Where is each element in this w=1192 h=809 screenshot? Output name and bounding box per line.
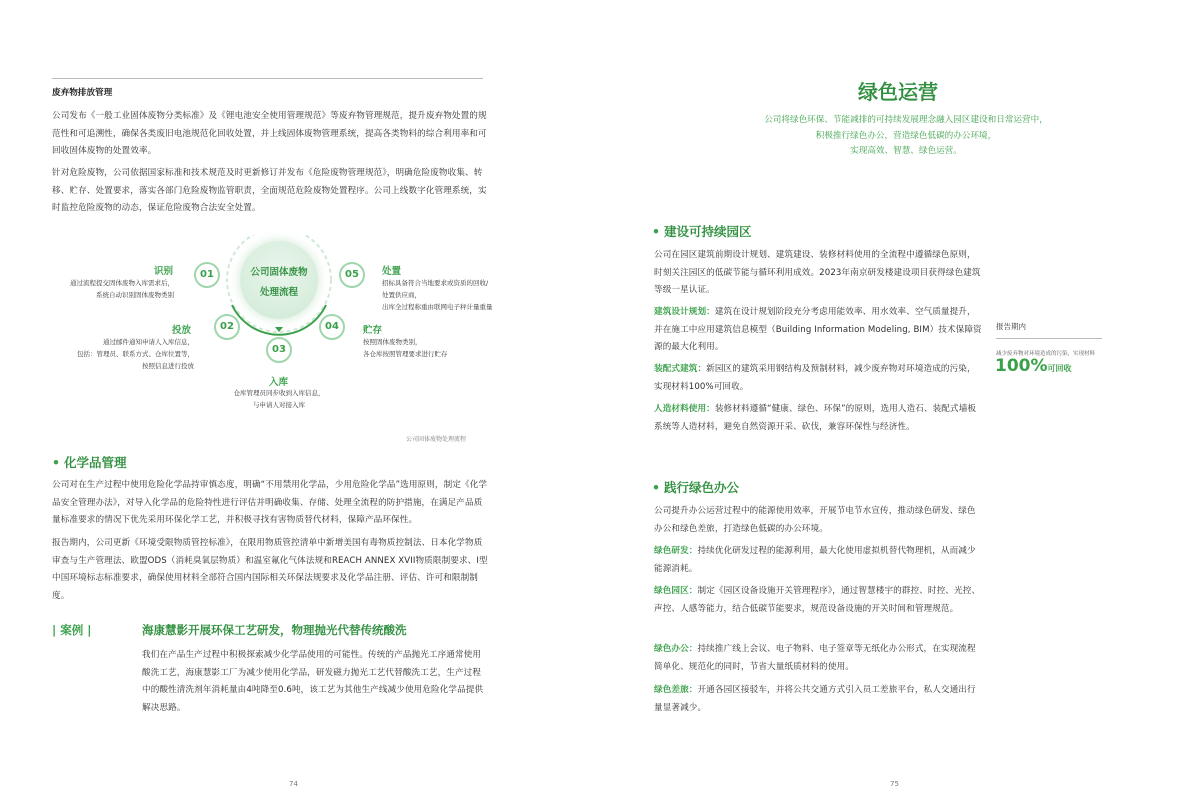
step-01-number: 01 xyxy=(194,262,220,288)
step-05-number: 05 xyxy=(339,262,365,288)
chem-paragraph-1: 公司对在生产过程中使用危险化学品持审慎态度，明确“不用禁用化学品，少用危险化学品”选用原则，制定《化学品安全管理办法》，对导入化学品的危险特性进行评估并明确收集、存储、处理全流程的防护措施，在满足产品质量标准要求的情况下优先采用环保化学工艺，并积极寻找有害物质替代材料，保障产品环保性。 xyxy=(52,480,488,525)
step-02-desc: 通过邮件通知申请人入库信息， 包括：管理员、联系方式、仓库位置等， 按照信息进行投放 xyxy=(77,338,194,370)
sidebar-desc: 减少废弃物对环境造成的污染，实现材料 xyxy=(996,351,1096,357)
sec2-item-office: 绿色办公：持续推广线上会议、电子物料、电子签章等无纸化办公形式，在实现流程简单化、规范化的同时，节省大量纸质材料的使用。 xyxy=(654,644,976,672)
center-node xyxy=(240,241,318,319)
step-04-number: 04 xyxy=(319,314,345,340)
step-03-title: 入库 xyxy=(269,377,289,388)
section-green-office-heading: • 践行绿色办公 xyxy=(652,480,740,495)
sec1-item-design: 建筑设计规划：建筑在设计规划阶段充分考虑用能效率、用水效率、空气质量提升，并在施工中应用建筑信息模型（Building Information Modeling, BIM）技术保障资源的最大化利用。 xyxy=(654,307,982,352)
step-04-desc: 按照固体废物类别， 各仓库按照管理要求进行贮存 xyxy=(363,338,448,358)
section-sustainable-park-heading: • 建设可持续园区 xyxy=(652,224,752,239)
page-number-left: 74 xyxy=(289,780,298,788)
paragraph-2: 针对危险废物，公司依据国家标准和技术规范及时更新修订并发布《危险废物管理规范》，明确危险废物收集、转移、贮存、处置要求，落实各部门危险废物监管职责，全面规范危险废物处置程序。公司上线数字化管理系统，实时监控危险废物的动态，保证危险废物合法安全处置。 xyxy=(52,168,487,213)
center-line-1: 公司固体废物 xyxy=(250,267,308,278)
sec2-paragraph: 公司提升办公运营过程中的能源使用效率，开展节电节水宣传，推动绿色研发、绿色办公和绿色差旅，打造绿色低碳的办公环境。 xyxy=(654,506,976,534)
chem-heading: • 化学品管理 xyxy=(52,455,127,470)
section-heading: 废弃物排放管理 xyxy=(52,88,113,98)
intro-block xyxy=(676,113,1136,160)
page-number-right: 75 xyxy=(890,780,899,788)
step-04-title: 贮存 xyxy=(363,325,383,336)
paragraph-1: 公司发布《一般工业固体废物分类标准》及《锂电池安全使用管理规范》等废弃物管理规范，提升废弃物处置的规范性和可追溯性，确保各类废旧电池规范化回收处置，并上线固体废物管理系统，提高各类物料的综合利用率和可回收固体废物的处置效率。 xyxy=(52,111,487,156)
intro-line-2: 积极推行绿色办公，营造绿色低碳的办公环境， xyxy=(815,130,997,141)
step-03-desc: 仓库管理员同步收到入库信息， 与申请人对接入库 xyxy=(233,389,325,409)
chem-paragraph-2: 报告期内，公司更新《环境受限物质管控标准》，在限用物质管控清单中新增美国有毒物质控制法、日本化学物质审查与生产管理法、欧盟ODS（消耗臭氧层物质）和温室氟化气体法规和REACH ANNEX XVII物质限制要求、I型中国环境标志标准要求，确保使用材料全部符合国内国际相关环保法规要求及化学品注册、评估、许可和限制制度。 xyxy=(52,538,488,601)
step-03-number: 03 xyxy=(266,337,292,363)
stat-value: 100% xyxy=(995,356,1048,376)
step-05-title: 处置 xyxy=(382,266,402,277)
bullet-dot-icon: • xyxy=(652,480,660,495)
sidebar-rule xyxy=(996,338,1102,339)
case-title: 海康慧影开展环保工艺研发，物理抛光代替传统酸洗 xyxy=(142,623,407,637)
sidebar-label: 报告期内 xyxy=(996,322,1026,331)
step-01-desc: 通过流程提交固体废物入库需求后， 系统自动识别固体废物类别 xyxy=(70,279,174,299)
bullet-dot-icon: • xyxy=(652,224,660,239)
step-02-number: 02 xyxy=(214,314,240,340)
page-title: 绿色运营 xyxy=(858,80,938,104)
center-line-2: 处理流程 xyxy=(259,287,298,298)
bullet-dot-icon: • xyxy=(52,455,60,470)
step-01-title: 识别 xyxy=(154,266,174,277)
sec2-item-travel: 绿色差旅：开通各园区接驳车，并将公共交通方式引入员工差旅平台，私人交通出行量显著减少。 xyxy=(654,685,976,713)
step-02-title: 投放 xyxy=(172,325,192,336)
sec1-item-prefab: 装配式建筑：新园区的建筑采用钢结构及预制材料，减少废弃物对环境造成的污染，实现材料100%可回收。 xyxy=(654,364,976,392)
intro-line-1: 公司将绿色环保、节能减排的可持续发展理念融入园区建设和日常运营中， xyxy=(764,115,1048,125)
intro-line-3: 实现高效、智慧、绿色运营。 xyxy=(850,146,962,156)
process-diagram xyxy=(0,235,596,450)
stat-suffix: 可回收 xyxy=(1047,364,1072,373)
right-page xyxy=(596,0,1192,809)
sec2-item-park: 绿色园区：制定《园区设备设施开关管理程序》，通过智慧楼宇的群控、时控、光控、声控、人感等能力，结合低碳节能要求，规范设备设施的开关时间和管理规范。 xyxy=(654,586,981,614)
case-paragraph: 我们在产品生产过程中积极探索减少化学品使用的可能性。传统的产品抛光工序通常使用酸洗工艺，海康慧影工厂为减少使用化学品，研发磁力抛光工艺代替酸洗工艺，生产过程中的酸性清洗剂年消耗量由4吨降至0.6吨，该工艺为其他生产线减少使用危险化学品提供解决思路。 xyxy=(142,650,484,713)
sidebar-stat xyxy=(995,356,1072,376)
step-05-desc: 招标具备符合当地要求或资质的回收/ 处置供应商， 出库全过程称重由联网电子秤计量重量 xyxy=(382,279,493,311)
sec1-paragraph: 公司在园区建筑前期设计规划、建筑建设、装修材料使用的全流程中遵循绿色原则，时刻关注园区的低碳节能与循环利用成效。2023年南京研发楼建设项目获得绿色建筑等级一星认证。 xyxy=(654,250,981,295)
top-rule xyxy=(52,78,483,79)
diagram-caption: 公司固体废物处理流程 xyxy=(406,436,467,443)
sec2-item-rd: 绿色研发：持续优化研发过程的能源利用，最大化使用虚拟机替代物理机，从而减少能源消耗。 xyxy=(654,546,976,574)
sec1-item-materials: 人造材料使用：装修材料遵循“健康、绿色、环保”的原则，选用人造石、装配式墙板系统等人造材料，避免自然资源开采、砍伐，兼容环保性与经济性。 xyxy=(654,404,977,432)
case-label: | 案例 | xyxy=(52,623,92,637)
